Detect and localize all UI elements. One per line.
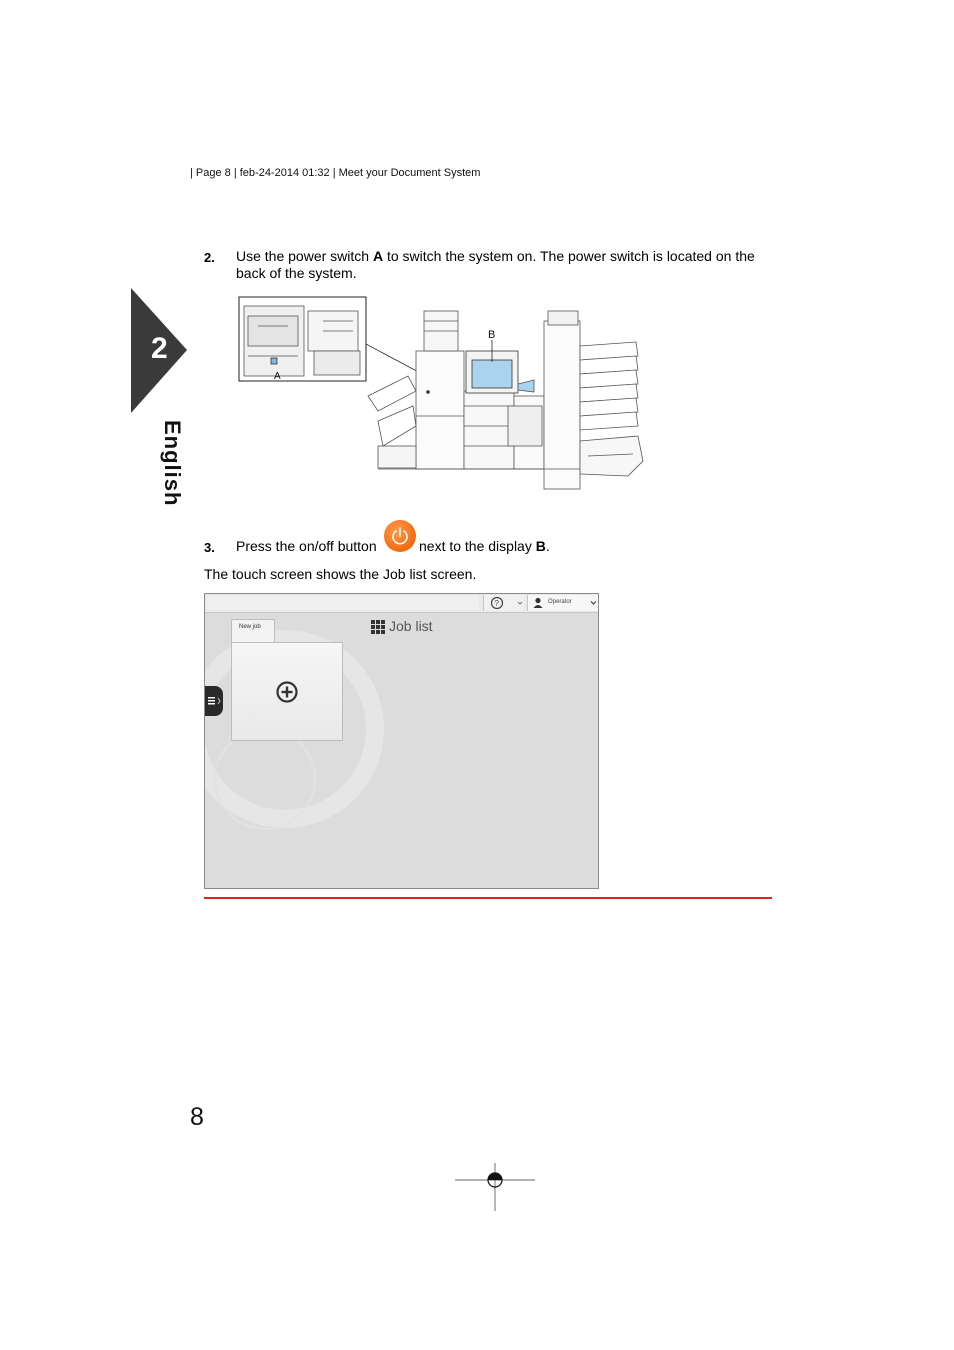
section-rule xyxy=(204,897,772,899)
running-header: | Page 8 | feb-24-2014 01:32 | Meet your Document System xyxy=(190,167,481,179)
label-b-ref: B xyxy=(535,538,546,554)
touchscreen-joblist xyxy=(204,593,599,889)
power-icon xyxy=(384,520,416,552)
step-number: 3. xyxy=(204,540,215,555)
side-menu-handle[interactable] xyxy=(205,686,223,716)
svg-text:?: ? xyxy=(494,599,499,608)
new-job-card[interactable] xyxy=(231,642,343,741)
grid-icon xyxy=(371,620,385,634)
page-title: Job list xyxy=(389,618,433,634)
power-button xyxy=(384,520,416,552)
label-b: B xyxy=(488,329,496,341)
list-icon xyxy=(205,686,223,716)
step-number: 2. xyxy=(204,250,215,265)
registration-mark xyxy=(455,1163,535,1211)
label-a: A xyxy=(274,371,281,382)
chevron-down-icon xyxy=(590,600,597,606)
add-circle-icon xyxy=(275,680,299,704)
help-button[interactable] xyxy=(483,595,524,611)
label-a-ref: A xyxy=(372,248,384,264)
document-system-illustration xyxy=(238,296,664,500)
step-text: Use the power switch A to switch the system on. The power switch is located on the back of the system. xyxy=(236,248,755,281)
page-number: 8 xyxy=(190,1103,204,1131)
new-job-tab[interactable] xyxy=(231,619,275,644)
chapter-number: 2 xyxy=(151,332,168,365)
status-field[interactable] xyxy=(207,596,479,610)
step-text: Press the on/off button xyxy=(236,538,377,554)
help-icon xyxy=(484,595,524,611)
operator-label: Operator xyxy=(548,599,572,605)
language-label: English xyxy=(160,420,185,507)
user-icon xyxy=(533,597,543,609)
note-text: The touch screen shows the Job list screen. xyxy=(204,566,477,582)
step-text-continued: next to the display B. xyxy=(419,538,550,554)
new-job-label: New job xyxy=(239,624,261,630)
